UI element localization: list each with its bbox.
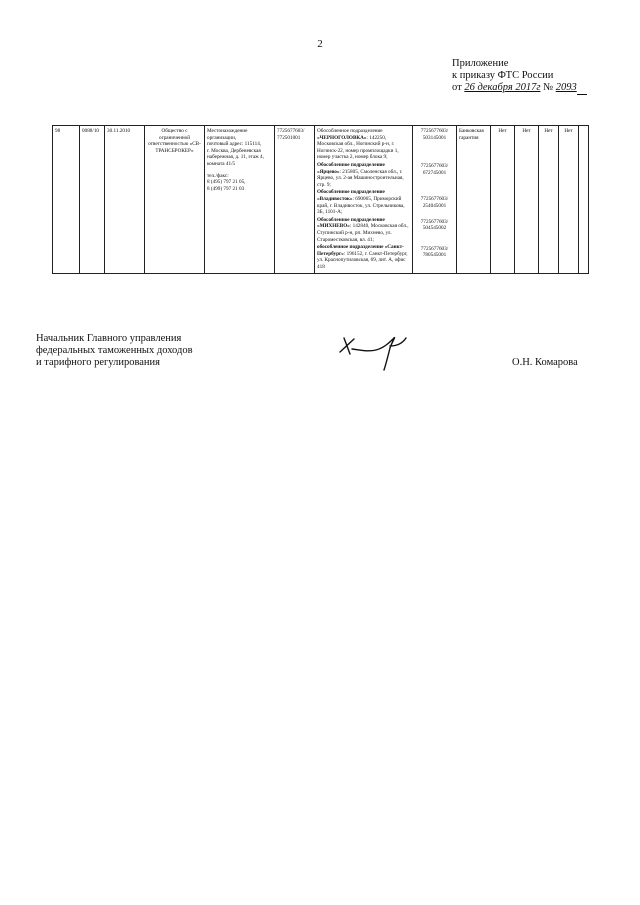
cell-f1: Нет [491, 126, 515, 274]
signatory-title-l3: и тарифного регулирования [36, 357, 160, 368]
appendix-header [452, 58, 587, 95]
cell-f2: Нет [515, 126, 539, 274]
cell-org: Общество с ограниченной ответственностью «СВ-ТРАНСБРОКЕР» [145, 126, 205, 274]
signatory-title [36, 333, 193, 369]
branch-2: Обособленное подразделение «Владивосток»: 690065, Приморский край, г. Владивосток, ул. Стрельникова, 3Б, 1101-А; [317, 189, 405, 216]
kpp-4: 7725677603/ 780545001 [420, 245, 449, 259]
loc-l3: г. Москва, Дербеневская набережная, д. 11, этаж 4, комната 41/5 [207, 147, 264, 167]
register-table [52, 125, 589, 274]
appendix-number-sign: № [543, 82, 554, 93]
appendix-order-ref: к приказу ФТС России [452, 70, 554, 81]
cell-f3: Нет [539, 126, 559, 274]
tel-1: 8 (495) 797 21 05, [207, 179, 246, 186]
signatory-title-l1: Начальник Главного управления [36, 333, 182, 344]
appendix-date-line [452, 82, 587, 95]
appendix-date: 26 декабря 2017г [464, 82, 541, 93]
cell-kpp-list [413, 126, 457, 274]
kpp-1: 7725677603/ 672745001 [420, 163, 449, 176]
branch-1: Обособленное подразделение «Ярцево»: 215805, Смоленская обл., г. Ярцево, ул. 2-ая Машиностроительная, стр. 9; [317, 161, 404, 188]
cell-branches [315, 126, 413, 274]
appendix-number: 2093 [555, 82, 577, 93]
cell-f4: Нет [559, 126, 579, 274]
tel-2: 8 (499) 797 21 03 [207, 185, 245, 192]
branch-0: Обособленное подразделение «ЧЕРНОГОЛОВКА»: 142250, Московская обл., Ногинский р-н, г. Ногинск-22, номер промплощадки 1, номер участка 2, номер блока 9; [317, 128, 399, 161]
kpp-0: 7725677603/ 503145001 [420, 128, 449, 141]
page-number: 2 [317, 38, 323, 50]
kpp-3: 7725677603/ 504545002 [420, 218, 449, 232]
underline-pad [577, 82, 587, 95]
appendix-prefix: от [452, 82, 462, 93]
loc-l1: Местонахождение организации, [207, 128, 248, 141]
branch-3: Обособленное подразделение «МИХНЕВО»: 142840, Московская обл., Ступинский р-н, рп. Михнево, ул. Староместковская, вл. 41; [317, 216, 409, 243]
cell-f5 [579, 126, 589, 274]
cell-security: Банковская гарантия [457, 126, 491, 274]
signatory-name: О.Н. Комарова [512, 357, 578, 368]
signatory-title-l2: федеральных таможенных доходов [36, 345, 193, 356]
appendix-title: Приложение [452, 58, 509, 69]
loc-l2: почтовый адрес: 115114, [207, 141, 262, 148]
tel-label: тел./факс: [207, 172, 229, 179]
cell-location [205, 126, 275, 274]
branch-4: обособленное подразделение «Санкт-Петербург»: 196152, г. Санкт-Петербург, ул. Краснопутиловская, 69, лит. А, офис 418 [317, 244, 408, 270]
table-row [53, 126, 589, 274]
cell-inn-kpp: 7725677603/ 772501001 [275, 126, 315, 274]
cell-reg-no: 0088/10 [80, 126, 105, 274]
kpp-2: 7725677603/ 254045001 [420, 196, 449, 209]
cell-num: 98 [53, 126, 80, 274]
cell-date: 30.11.2010 [105, 126, 145, 274]
handwritten-signature [330, 322, 440, 377]
